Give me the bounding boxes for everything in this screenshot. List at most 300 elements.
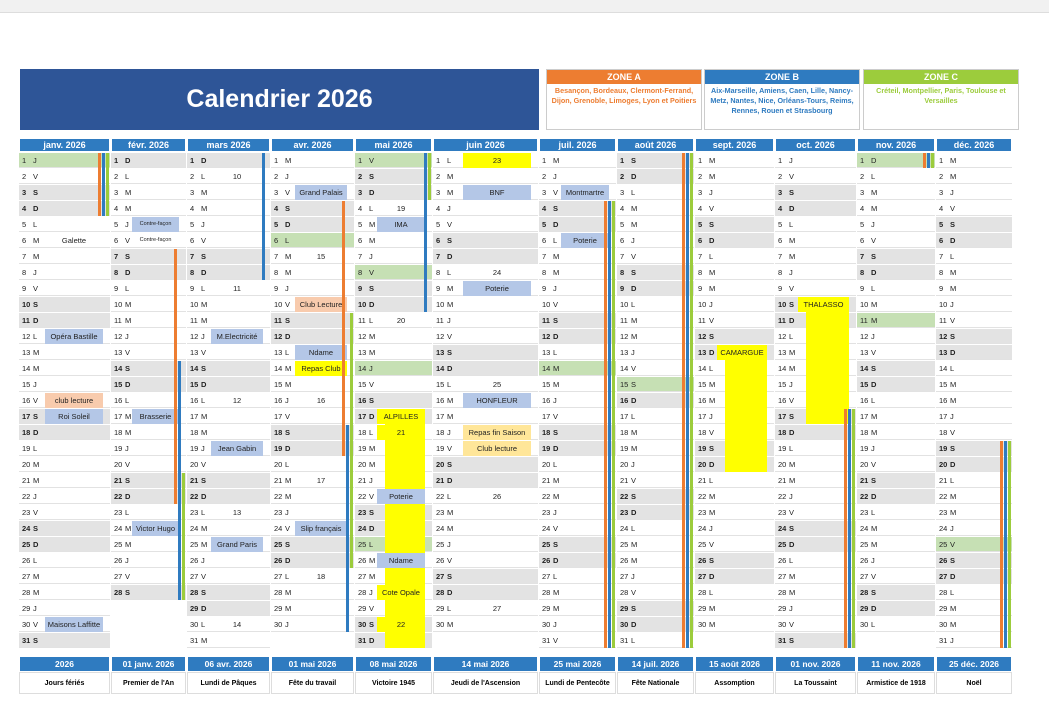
day-cell[interactable] — [857, 409, 935, 424]
day-letter: J — [369, 252, 373, 261]
event-label[interactable]: club lecture — [45, 393, 103, 408]
day-cell[interactable] — [271, 169, 354, 184]
day-cell[interactable] — [433, 217, 538, 232]
day-cell[interactable] — [355, 233, 432, 248]
day-cell[interactable] — [19, 201, 110, 216]
day-cell[interactable] — [857, 601, 935, 616]
day-cell[interactable] — [857, 281, 935, 296]
day-number: 8 — [358, 268, 363, 277]
day-cell[interactable] — [857, 249, 935, 264]
event-label[interactable]: Repas fin Saison — [463, 425, 531, 440]
day-letter: D — [447, 476, 453, 485]
day-cell[interactable] — [355, 265, 432, 280]
day-cell[interactable] — [857, 297, 935, 312]
day-cell[interactable] — [355, 185, 432, 200]
event-label[interactable]: 18 — [316, 572, 326, 581]
day-cell[interactable] — [775, 169, 856, 184]
day-cell[interactable] — [111, 505, 186, 520]
day-cell[interactable] — [936, 265, 1012, 280]
event-label[interactable]: Victor Hugo — [132, 521, 179, 536]
day-number: 4 — [274, 204, 279, 213]
day-number: 19 — [358, 444, 367, 453]
day-cell[interactable] — [936, 249, 1012, 264]
day-cell[interactable] — [111, 569, 186, 584]
day-letter: J — [125, 444, 129, 453]
day-cell[interactable] — [355, 297, 432, 312]
day-cell[interactable] — [355, 345, 432, 360]
day-cell[interactable] — [19, 313, 110, 328]
day-cell[interactable] — [433, 585, 538, 600]
event-label[interactable]: Grand Palais — [295, 185, 347, 200]
day-cell[interactable] — [775, 185, 856, 200]
day-cell[interactable] — [187, 249, 270, 264]
event-label[interactable]: Repas Club — [295, 361, 347, 376]
day-letter: S — [553, 540, 559, 549]
event-label[interactable]: ALPILLES — [377, 409, 425, 424]
day-number: 21 — [778, 476, 787, 485]
day-cell[interactable] — [187, 265, 270, 280]
day-cell[interactable] — [857, 169, 935, 184]
event-label[interactable]: HONFLEUR — [463, 393, 531, 408]
day-cell[interactable] — [355, 281, 432, 296]
event-label[interactable]: 26 — [492, 492, 502, 501]
day-cell[interactable] — [857, 377, 935, 392]
day-cell[interactable] — [857, 185, 935, 200]
event-label[interactable]: 21 — [377, 425, 425, 440]
day-cell[interactable] — [695, 505, 774, 520]
holiday-name: Premier de l'An — [111, 672, 186, 694]
day-cell[interactable] — [857, 393, 935, 408]
school-holiday-bar — [342, 201, 345, 456]
day-cell[interactable] — [857, 473, 935, 488]
day-cell[interactable] — [271, 457, 354, 472]
day-number: 27 — [22, 572, 31, 581]
day-cell[interactable] — [433, 537, 538, 552]
school-holiday-bar — [682, 153, 685, 648]
day-number: 5 — [939, 220, 944, 229]
day-letter: M — [285, 364, 292, 373]
day-cell[interactable] — [271, 505, 354, 520]
day-cell[interactable] — [187, 473, 270, 488]
event-label[interactable]: 16 — [316, 396, 326, 405]
day-cell[interactable] — [695, 489, 774, 504]
day-cell[interactable] — [271, 489, 354, 504]
day-cell[interactable] — [187, 201, 270, 216]
day-cell[interactable] — [433, 361, 538, 376]
day-cell[interactable] — [857, 537, 935, 552]
day-cell[interactable] — [775, 153, 856, 168]
day-letter: S — [789, 412, 795, 421]
day-cell[interactable] — [355, 249, 432, 264]
day-cell[interactable] — [355, 361, 432, 376]
holiday-footer-item — [355, 656, 432, 694]
day-cell[interactable] — [857, 441, 935, 456]
day-number: 25 — [620, 540, 629, 549]
day-cell[interactable] — [19, 249, 110, 264]
day-cell[interactable] — [355, 393, 432, 408]
day-cell[interactable] — [433, 457, 538, 472]
day-number: 21 — [620, 476, 629, 485]
event-label[interactable]: Contre-façon — [139, 237, 172, 243]
day-cell[interactable] — [695, 185, 774, 200]
day-cell[interactable] — [936, 345, 1012, 360]
day-cell[interactable] — [111, 553, 186, 568]
event-label[interactable]: Poterie — [463, 281, 531, 296]
day-cell[interactable] — [19, 457, 110, 472]
event-label[interactable]: BNF — [463, 185, 531, 200]
day-letter: S — [33, 524, 39, 533]
day-cell[interactable] — [19, 169, 110, 184]
day-cell[interactable] — [187, 425, 270, 440]
day-cell[interactable] — [111, 153, 186, 168]
day-cell[interactable] — [857, 217, 935, 232]
day-cell[interactable] — [936, 329, 1012, 344]
day-cell[interactable] — [936, 153, 1012, 168]
day-cell[interactable] — [187, 409, 270, 424]
event-label[interactable]: Brasserie — [132, 409, 179, 424]
day-cell[interactable] — [775, 201, 856, 216]
day-cell[interactable] — [19, 521, 110, 536]
day-cell[interactable] — [857, 553, 935, 568]
day-cell[interactable] — [695, 601, 774, 616]
day-cell[interactable] — [187, 521, 270, 536]
day-cell[interactable] — [433, 345, 538, 360]
day-letter: M — [631, 316, 638, 325]
day-cell[interactable] — [857, 425, 935, 440]
day-cell[interactable] — [539, 153, 616, 168]
day-cell[interactable] — [19, 585, 110, 600]
day-cell[interactable] — [695, 521, 774, 536]
day-cell[interactable] — [433, 233, 538, 248]
day-cell[interactable] — [775, 281, 856, 296]
day-number: 31 — [358, 636, 367, 645]
school-holiday-bar — [98, 153, 101, 216]
day-letter: V — [369, 380, 375, 389]
day-cell[interactable] — [187, 297, 270, 312]
day-number: 25 — [436, 540, 445, 549]
day-cell[interactable] — [433, 505, 538, 520]
day-cell[interactable] — [695, 281, 774, 296]
day-number: 27 — [698, 572, 707, 581]
day-cell[interactable] — [187, 153, 270, 168]
day-number: 10 — [436, 300, 445, 309]
day-cell[interactable] — [936, 377, 1012, 392]
day-cell[interactable] — [695, 265, 774, 280]
event-label[interactable]: Slip français — [295, 521, 347, 536]
day-number: 11 — [860, 316, 868, 325]
day-cell[interactable] — [19, 537, 110, 552]
day-cell[interactable] — [187, 585, 270, 600]
day-cell[interactable] — [111, 585, 186, 600]
day-letter: D — [553, 444, 559, 453]
day-cell[interactable] — [857, 585, 935, 600]
day-cell[interactable] — [433, 569, 538, 584]
event-label[interactable]: Maisons Laffitte — [45, 617, 103, 632]
event-label[interactable]: THALASSO — [798, 297, 849, 312]
day-cell[interactable] — [111, 537, 186, 552]
day-cell[interactable] — [936, 201, 1012, 216]
day-number: 24 — [22, 524, 31, 533]
day-cell[interactable] — [19, 377, 110, 392]
day-cell[interactable] — [187, 313, 270, 328]
day-number: 10 — [698, 300, 707, 309]
month-column — [695, 138, 774, 629]
day-cell[interactable] — [187, 569, 270, 584]
day-cell[interactable] — [695, 169, 774, 184]
day-cell[interactable] — [433, 249, 538, 264]
day-letter: M — [553, 156, 560, 165]
event-label[interactable]: Jean Gabin — [211, 441, 263, 456]
day-cell[interactable] — [775, 233, 856, 248]
day-cell[interactable] — [695, 313, 774, 328]
day-cell[interactable] — [355, 169, 432, 184]
day-number: 18 — [542, 428, 551, 437]
month-column — [936, 138, 1012, 645]
day-cell[interactable] — [857, 233, 935, 248]
day-cell[interactable] — [19, 185, 110, 200]
day-cell[interactable] — [936, 281, 1012, 296]
day-cell[interactable] — [187, 601, 270, 616]
day-cell[interactable] — [857, 201, 935, 216]
day-cell[interactable] — [19, 425, 110, 440]
day-cell[interactable] — [19, 633, 110, 648]
event-label[interactable]: 19 — [396, 204, 406, 213]
day-cell[interactable] — [19, 473, 110, 488]
day-letter: L — [125, 396, 130, 405]
day-cell[interactable] — [19, 569, 110, 584]
day-cell[interactable] — [111, 169, 186, 184]
event-label[interactable]: 14 — [232, 620, 242, 629]
day-cell[interactable] — [271, 553, 354, 568]
day-number: 22 — [939, 492, 948, 501]
event-label[interactable]: 15 — [316, 252, 326, 261]
day-letter: M — [709, 620, 716, 629]
day-cell[interactable] — [857, 457, 935, 472]
day-cell[interactable] — [19, 489, 110, 504]
holiday-footer-item — [857, 656, 935, 694]
day-cell[interactable] — [433, 521, 538, 536]
event-label[interactable]: Galette — [61, 236, 87, 245]
event-label[interactable]: IMA — [377, 217, 425, 232]
event-label[interactable]: 17 — [316, 476, 326, 485]
day-cell[interactable] — [271, 537, 354, 552]
day-cell[interactable] — [695, 297, 774, 312]
event-label[interactable]: Ndame — [377, 553, 425, 568]
day-cell[interactable] — [936, 361, 1012, 376]
day-cell[interactable] — [19, 153, 110, 168]
event-label[interactable]: 23 — [463, 153, 531, 168]
school-holiday-bar — [612, 201, 615, 648]
event-label[interactable]: 10 — [232, 172, 242, 181]
event-label[interactable]: 12 — [232, 396, 242, 405]
day-cell[interactable] — [857, 521, 935, 536]
day-number: 28 — [698, 588, 707, 597]
day-letter: M — [709, 156, 716, 165]
day-cell[interactable] — [936, 425, 1012, 440]
day-cell[interactable] — [695, 585, 774, 600]
day-cell[interactable] — [187, 345, 270, 360]
day-letter: D — [709, 572, 715, 581]
day-cell[interactable] — [857, 361, 935, 376]
event-label[interactable]: 13 — [232, 508, 242, 517]
day-cell[interactable] — [355, 153, 432, 168]
day-letter: L — [125, 172, 130, 181]
event-label[interactable]: Club Lecture — [295, 297, 347, 312]
day-number: 28 — [542, 588, 551, 597]
day-letter: V — [871, 572, 877, 581]
day-cell[interactable] — [19, 281, 110, 296]
event-label[interactable]: 24 — [492, 268, 502, 277]
day-number: 29 — [698, 604, 707, 613]
day-cell[interactable] — [857, 505, 935, 520]
month-header: mars 2026 — [187, 138, 270, 152]
day-cell[interactable] — [111, 201, 186, 216]
day-cell[interactable] — [19, 361, 110, 376]
day-number: 12 — [274, 332, 283, 341]
day-letter: L — [871, 172, 876, 181]
day-number: 10 — [939, 300, 948, 309]
holiday-name: Fête du travail — [271, 672, 354, 694]
day-cell[interactable] — [695, 569, 774, 584]
day-cell[interactable] — [433, 617, 538, 632]
day-cell[interactable] — [695, 473, 774, 488]
day-cell[interactable] — [695, 249, 774, 264]
day-cell[interactable] — [19, 441, 110, 456]
day-cell[interactable] — [187, 633, 270, 648]
day-cell[interactable] — [19, 217, 110, 232]
day-cell[interactable] — [695, 617, 774, 632]
day-cell[interactable] — [775, 217, 856, 232]
day-cell[interactable] — [271, 601, 354, 616]
day-number: 7 — [190, 252, 195, 261]
day-cell[interactable] — [433, 329, 538, 344]
day-cell[interactable] — [936, 313, 1012, 328]
day-cell[interactable] — [695, 537, 774, 552]
day-number: 16 — [114, 396, 123, 405]
day-cell[interactable] — [857, 489, 935, 504]
event-label[interactable]: Cote Opale — [377, 585, 425, 600]
day-cell[interactable] — [271, 153, 354, 168]
day-cell[interactable] — [936, 393, 1012, 408]
event-label[interactable]: Poterie — [377, 489, 425, 504]
day-cell[interactable] — [936, 297, 1012, 312]
day-cell[interactable] — [775, 249, 856, 264]
event-label[interactable]: CAMARGUE — [717, 345, 767, 360]
day-cell[interactable] — [187, 217, 270, 232]
event-label[interactable]: 11 — [233, 284, 241, 293]
day-number: 2 — [939, 172, 944, 181]
event-label[interactable]: 27 — [492, 604, 502, 613]
month-header: juin 2026 — [433, 138, 538, 152]
event-label[interactable]: Roi Soleil — [45, 409, 103, 424]
day-cell[interactable] — [857, 329, 935, 344]
day-number: 28 — [274, 588, 283, 597]
day-cell[interactable] — [19, 601, 110, 616]
day-cell[interactable] — [187, 489, 270, 504]
day-cell[interactable] — [433, 553, 538, 568]
day-cell[interactable] — [355, 329, 432, 344]
day-cell[interactable] — [433, 313, 538, 328]
school-holiday-bar — [852, 409, 855, 648]
day-number: 19 — [274, 444, 283, 453]
day-cell[interactable] — [187, 233, 270, 248]
day-cell[interactable] — [187, 185, 270, 200]
event-label[interactable]: 20 — [396, 316, 406, 325]
day-cell[interactable] — [433, 297, 538, 312]
day-cell[interactable] — [187, 377, 270, 392]
event-label[interactable]: M.Electricité — [211, 329, 263, 344]
day-cell[interactable] — [695, 217, 774, 232]
day-cell[interactable] — [936, 169, 1012, 184]
day-letter: J — [447, 428, 451, 437]
day-cell[interactable] — [271, 585, 354, 600]
event-label[interactable]: 22 — [377, 617, 425, 632]
day-cell[interactable] — [187, 553, 270, 568]
day-cell[interactable] — [695, 201, 774, 216]
day-cell[interactable] — [936, 233, 1012, 248]
day-cell[interactable] — [19, 553, 110, 568]
day-cell[interactable] — [695, 553, 774, 568]
day-cell[interactable] — [857, 345, 935, 360]
day-number: 21 — [698, 476, 707, 485]
day-cell[interactable] — [271, 617, 354, 632]
day-cell[interactable] — [355, 377, 432, 392]
day-cell[interactable] — [539, 169, 616, 184]
day-cell[interactable] — [111, 185, 186, 200]
day-cell[interactable] — [936, 185, 1012, 200]
day-cell[interactable] — [936, 409, 1012, 424]
event-label[interactable]: Ndame — [295, 345, 347, 360]
event-label[interactable]: Club lecture — [463, 441, 531, 456]
event-label[interactable]: Grand Paris — [211, 537, 263, 552]
event-label[interactable]: Opéra Bastille — [45, 329, 103, 344]
day-number: 2 — [542, 172, 547, 181]
day-number: 17 — [778, 412, 787, 421]
day-letter: M — [201, 188, 208, 197]
day-cell[interactable] — [857, 569, 935, 584]
day-letter: J — [369, 476, 373, 485]
top-strip — [0, 0, 1049, 13]
day-cell[interactable] — [775, 265, 856, 280]
day-cell[interactable] — [19, 345, 110, 360]
day-cell[interactable] — [433, 473, 538, 488]
day-cell[interactable] — [187, 457, 270, 472]
day-number: 6 — [436, 236, 441, 245]
event-label[interactable]: Contre-façon — [132, 217, 179, 232]
day-cell[interactable] — [936, 217, 1012, 232]
day-cell[interactable] — [857, 265, 935, 280]
day-cell[interactable] — [433, 201, 538, 216]
day-cell[interactable] — [19, 505, 110, 520]
day-cell[interactable] — [19, 265, 110, 280]
day-number: 7 — [939, 252, 944, 261]
day-cell[interactable] — [857, 313, 935, 328]
day-cell[interactable] — [857, 617, 935, 632]
day-number: 18 — [620, 428, 629, 437]
day-cell[interactable] — [187, 361, 270, 376]
day-cell[interactable] — [433, 169, 538, 184]
day-cell[interactable] — [695, 233, 774, 248]
day-cell[interactable] — [19, 297, 110, 312]
day-cell[interactable] — [695, 329, 774, 344]
day-letter: D — [33, 316, 39, 325]
event-label[interactable]: Montmartre — [561, 185, 609, 200]
event-label[interactable]: Poterie — [561, 233, 609, 248]
event-label[interactable]: 25 — [492, 380, 502, 389]
day-cell[interactable] — [695, 153, 774, 168]
day-cell[interactable] — [433, 409, 538, 424]
holiday-footer-item — [111, 656, 186, 694]
